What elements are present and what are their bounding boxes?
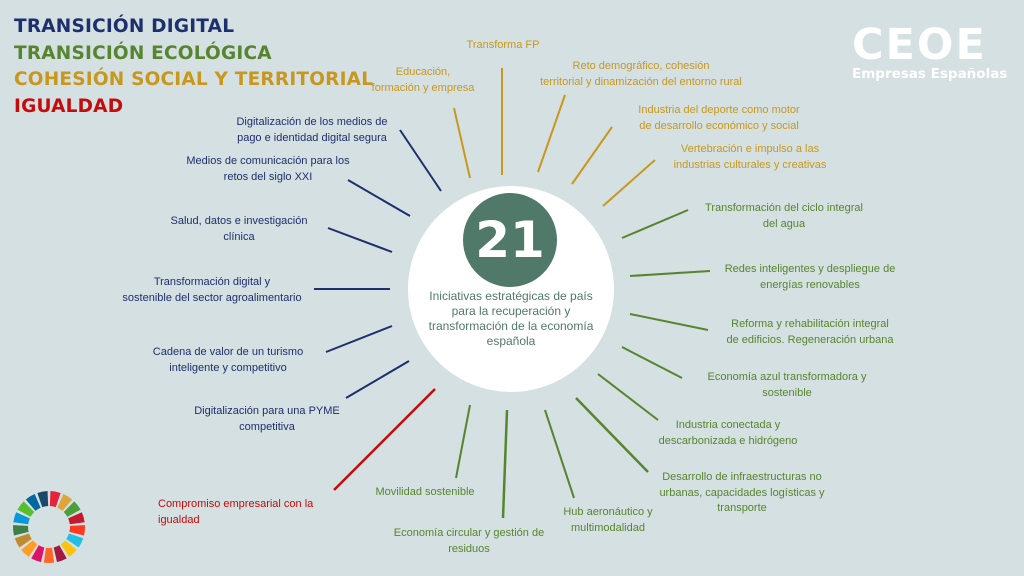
- ray-ciclo-agua: [622, 210, 688, 238]
- initiative-line: transporte: [717, 502, 767, 514]
- initiative-line: multimodalidad: [571, 521, 645, 534]
- sdg-wheel-icon: [12, 490, 86, 564]
- initiative-line: Economía circular y gestión de: [393, 527, 545, 539]
- initiative-line: Cadena de valor de un turismo: [152, 346, 304, 358]
- sdg-wheel-segment: [69, 525, 85, 535]
- initiative-line: Compromiso empresarial con la: [158, 498, 314, 510]
- ray-economia-azul: [622, 347, 682, 378]
- initiative-line: Transforma FP: [466, 39, 540, 51]
- initiative-agroalimentario: [112, 275, 312, 306]
- initiative-line: pago e identidad digital segura: [237, 131, 387, 144]
- initiative-line: territorial y dinamización del entorno rural: [540, 75, 742, 88]
- ray-economia-circular: [503, 410, 507, 518]
- initiative-hub-aeronautico: [548, 505, 668, 536]
- initiative-infraestructuras: [642, 470, 842, 517]
- initiative-economia-circular: [384, 526, 554, 557]
- initiative-salud: [158, 214, 320, 245]
- initiative-medios-pago: [218, 115, 406, 146]
- initiative-line: de desarrollo económico y social: [639, 119, 799, 132]
- initiative-line: residuos: [448, 542, 490, 555]
- ray-hub-aeronautico: [545, 410, 574, 498]
- sdg-wheel-segment: [13, 525, 29, 535]
- legend-cohesion-social: COHESIÓN SOCIAL Y TERRITORIAL: [14, 69, 374, 90]
- initiative-line: Hub aeronáutico y: [563, 506, 653, 518]
- ray-infraestructuras: [576, 398, 648, 472]
- initiative-redes-inteligentes: [708, 262, 912, 293]
- initiative-line: Movilidad sostenible: [375, 486, 475, 498]
- initiative-igualdad: [158, 497, 334, 528]
- ray-medios-comunicacion: [348, 180, 410, 216]
- initiative-line: Salud, datos e investigación: [170, 215, 308, 227]
- initiative-line: Desarrollo de infraestructuras no: [662, 471, 822, 483]
- legend-igualdad: IGUALDAD: [14, 95, 124, 117]
- initiative-line: competitiva: [239, 420, 295, 433]
- initiative-line: urbanas, capacidades logísticas y: [659, 486, 825, 499]
- initiative-line: Reto demográfico, cohesión: [572, 60, 710, 72]
- ray-pyme: [346, 361, 409, 398]
- initiative-line: retos del siglo XXI: [223, 170, 313, 183]
- initiative-vertebracion: [655, 142, 845, 173]
- initiative-line: inteligente y competitivo: [169, 361, 287, 374]
- initiative-rehabilitacion: [706, 317, 914, 348]
- initiative-industria-deporte: [612, 103, 826, 134]
- initiative-line: Transformación del ciclo integral: [705, 202, 863, 214]
- initiative-pyme: [186, 404, 348, 435]
- initiative-line: Economía azul transformadora y: [707, 371, 867, 383]
- ray-redes: [630, 271, 710, 276]
- ray-medios-pago: [400, 130, 441, 191]
- sdg-wheel-segment: [44, 548, 54, 563]
- center-description: Iniciativas estratégicas de país para la recuperación y transformación de la economía española: [428, 289, 594, 348]
- initiative-line: Transformación digital y: [153, 276, 271, 288]
- initiative-line: descarbonizada e hidrógeno: [658, 434, 798, 447]
- ray-industria-conectada: [598, 374, 658, 420]
- initiative-line: Vertebración e impulso a las: [680, 143, 820, 155]
- initiative-medios-comunicacion: [176, 154, 360, 185]
- initiative-ciclo-agua: [692, 201, 876, 232]
- ray-turismo: [326, 326, 392, 352]
- initiative-educacion: [350, 65, 496, 96]
- initiative-line: Digitalización de los medios de: [236, 116, 388, 128]
- initiative-line: igualdad: [158, 513, 200, 526]
- logo-subtitle: Empresas Españolas: [852, 66, 1008, 82]
- initiative-line: Digitalización para una PYME: [194, 405, 340, 417]
- initiative-line: sostenible: [762, 386, 812, 399]
- ray-salud: [328, 228, 392, 252]
- ray-educacion: [454, 108, 470, 178]
- initiative-line: Reforma y rehabilitación integral: [731, 318, 889, 330]
- initiative-line: formación y empresa: [371, 81, 475, 94]
- initiative-line: Industria del deporte como motor: [638, 104, 800, 116]
- initiative-line: Redes inteligentes y despliegue de: [724, 263, 896, 275]
- initiative-line: clínica: [223, 230, 255, 243]
- initiative-reto-demografico: [526, 59, 756, 90]
- initiative-line: Medios de comunicación para los: [186, 155, 350, 167]
- initiative-line: del agua: [762, 217, 806, 230]
- initiative-line: Industria conectada y: [675, 419, 781, 431]
- initiative-line: sostenible del sector agroalimentario: [122, 291, 302, 304]
- ray-industria-deporte: [572, 127, 612, 184]
- ray-rehabilitacion: [630, 314, 708, 330]
- legend-transicion-ecologica: TRANSICIÓN ECOLÓGICA: [14, 42, 272, 64]
- initiatives-count: 21: [463, 193, 557, 287]
- ray-igualdad: [334, 389, 435, 490]
- initiative-movilidad: [366, 485, 484, 501]
- initiative-line: de edificios. Regeneración urbana: [726, 333, 894, 346]
- initiative-line: Educación,: [395, 66, 451, 78]
- initiative-turismo: [140, 345, 316, 376]
- initiative-transforma-fp: [440, 38, 566, 54]
- legend-transicion-digital: TRANSICIÓN DIGITAL: [14, 16, 235, 37]
- ray-reto-demografico: [538, 95, 565, 172]
- initiative-industria-conectada: [650, 418, 806, 449]
- ray-vertebracion: [603, 160, 655, 206]
- logo-mark: CEOE: [852, 20, 987, 70]
- ray-movilidad: [456, 405, 470, 478]
- initiative-line: industrias culturales y creativas: [673, 158, 827, 171]
- initiative-economia-azul: [690, 370, 884, 401]
- initiative-line: energías renovables: [760, 278, 860, 291]
